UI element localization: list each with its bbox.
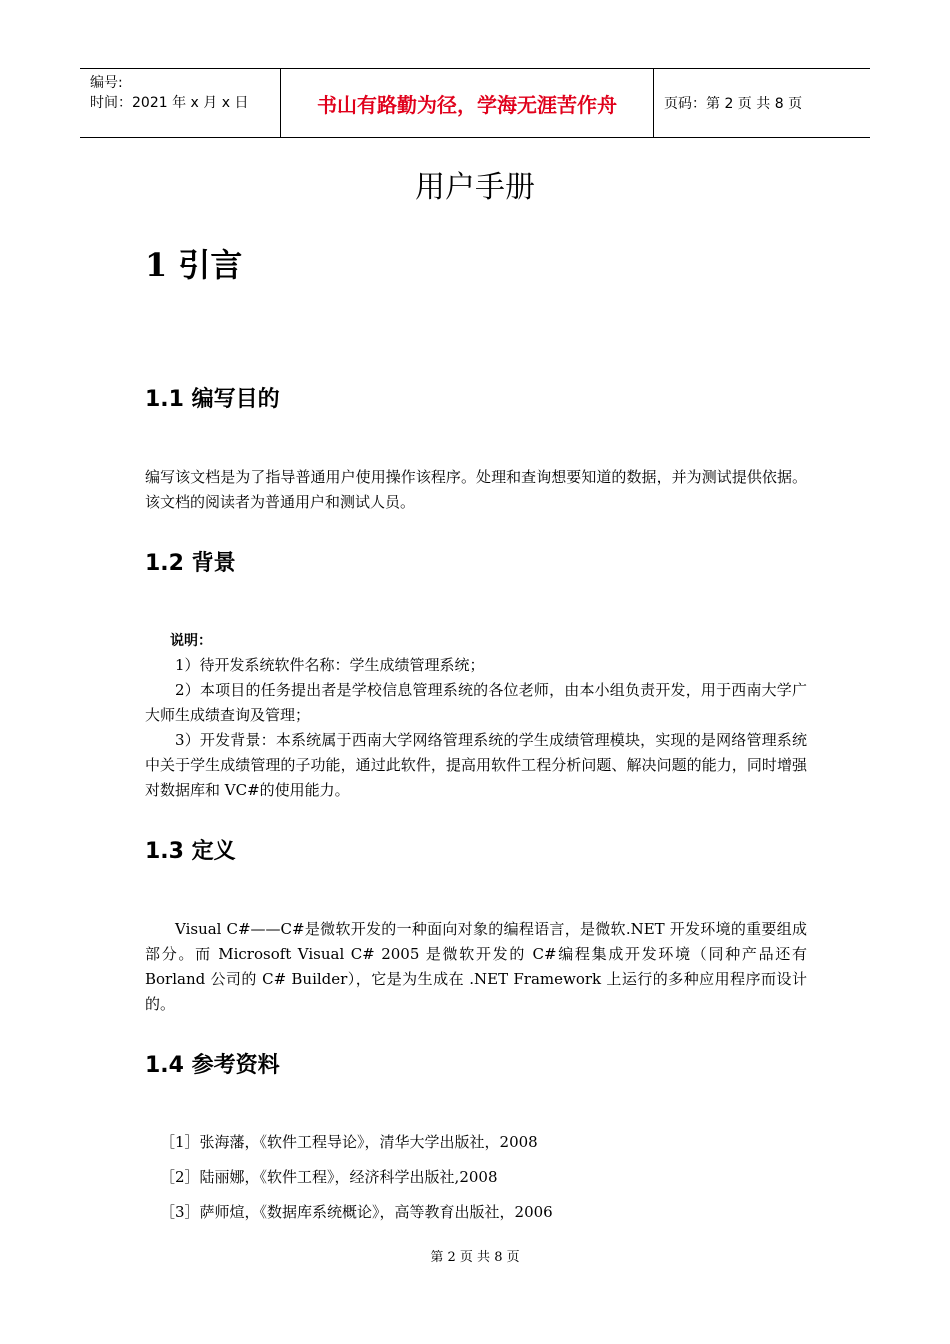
reference-item: ［2］陆丽娜，《软件工程》，经济科学出版社,2008 [160,1168,498,1186]
background-list [145,653,807,803]
section-heading-1: 1 引言 [145,246,243,284]
reference-item: ［3］萨师煊，《数据库系统概论》，高等教育出版社，2006 [160,1203,553,1221]
page-footer: 第 2 页 共 8 页 [430,1250,520,1265]
paragraph-definition [145,917,807,1017]
definition-text: Visual C#——C#是微软开发的一种面向对象的编程语言，是微软.NET 开发环境的重要组成部分。而 Microsoft Visual C# 2005 是微软开发的 C#编程集成开发环境（同种产品还有 Borland 公司的 C# Builder），它是为生成在 .NET Framework 上运行的多种应用程序而设计的。 [145,920,807,1013]
document-title: 用户手册 [415,170,535,205]
header-table [80,68,870,138]
background-item: 3）开发背景：本系统属于西南大学网络管理系统的学生成绩管理模块，实现的是网络管理系统中关于学生成绩管理的子功能，通过此软件，提高用软件工程分析问题、解决问题的能力，同时增强对数据库和 VC#的使用能力。 [145,731,807,799]
note-label: 说明： [170,633,212,649]
time-label: 时间：2021 年 x 月 x 日 [90,95,249,111]
reference-item: ［1］张海藩，《软件工程导论》，清华大学出版社，2008 [160,1133,538,1151]
reference-list [160,1130,553,1235]
heading-1-3: 1.3 定义 [145,839,236,864]
paragraph-purpose [145,465,807,515]
heading-1-1: 1.1 编写目的 [145,387,280,412]
header-page-label: 页码：第 2 页 共 8 页 [664,96,803,112]
heading-1-2: 1.2 背景 [145,551,236,576]
background-item: 2）本项目的任务提出者是学校信息管理系统的各位老师，由本小组负责开发，用于西南大学广大师生成绩查询及管理； [145,681,807,724]
background-item: 1）待开发系统软件名称：学生成绩管理系统； [175,656,485,674]
purpose-text: 编写该文档是为了指导普通用户使用操作该程序。处理和查询想要知道的数据，并为测试提供依据。该文档的阅读者为普通用户和测试人员。 [145,468,807,511]
header-left-cell [80,69,280,137]
number-label: 编号: [90,75,123,91]
heading-1-4: 1.4 参考资料 [145,1053,280,1078]
header-motto: 书山有路勤为径，学海无涯苦作舟 [280,69,654,137]
